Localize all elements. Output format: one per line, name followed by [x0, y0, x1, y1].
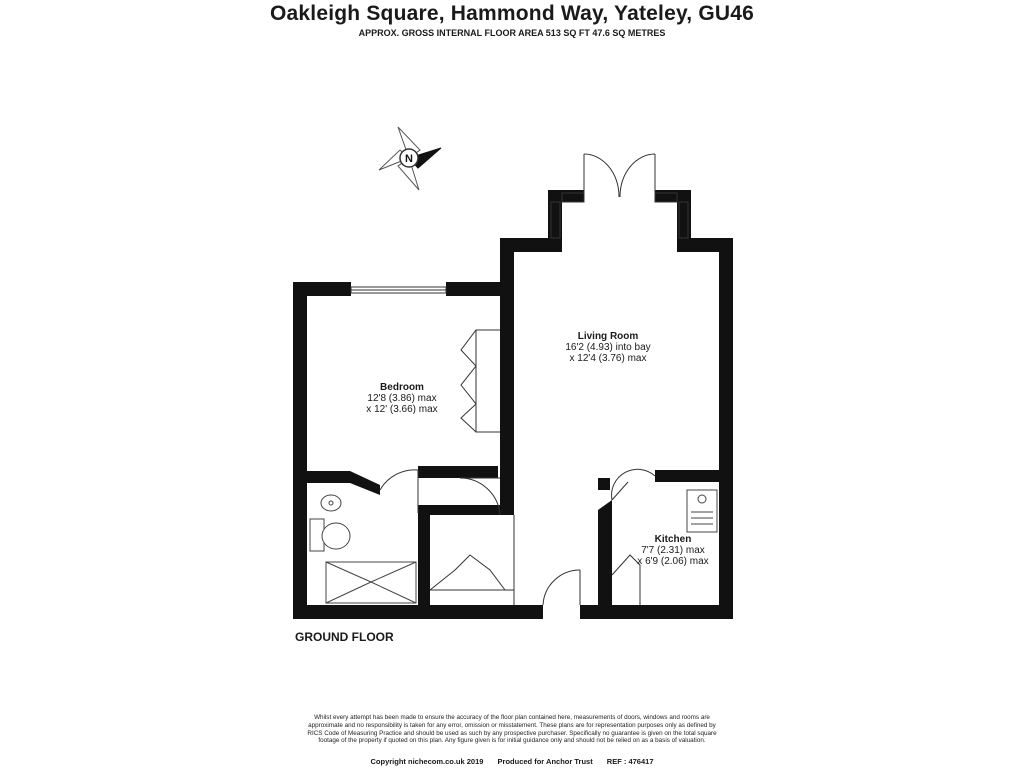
floor-label: GROUND FLOOR — [295, 630, 394, 644]
footer-ref: REF : 476417 — [606, 757, 654, 766]
living-room-dim2: x 12'4 (3.76) max — [569, 353, 647, 364]
kitchen-dim2: x 6'9 (2.06) max — [637, 556, 709, 567]
footer — [0, 757, 1024, 766]
disclaimer-text: Whilst every attempt has been made to ensure the accuracy of the floor plan contained here, measurements of doors, windows and rooms are approximate and no responsibility is taken for any error, omission or misstatement. These plans are for representation purposes only as defined by RICS Code of Measuring Practice and should be used as such by any prospective purchaser. Specifically no guarantee is given on the total square footage of the property if quoted on this plan. Any figure given is for initial guidance only and should not be relied on as a basis of valuation. — [307, 714, 717, 745]
kitchen-sink-icon — [687, 490, 717, 532]
living-room-dim1: 16'2 (4.93) into bay — [565, 342, 651, 353]
bedroom-name: Bedroom — [380, 382, 424, 393]
plan-title: Oakleigh Square, Hammond Way, Yateley, GU46 — [270, 2, 754, 25]
living-room-label — [548, 331, 668, 364]
bedroom-label — [342, 382, 462, 415]
footer-copyright: Copyright nichecom.co.uk 2019 — [370, 757, 484, 766]
kitchen-dim1: 7'7 (2.31) max — [641, 545, 705, 556]
kitchen-label — [620, 534, 726, 567]
bathroom-fixtures — [310, 495, 416, 603]
living-room-name: Living Room — [577, 331, 639, 342]
floor-area-subtitle: APPROX. GROSS INTERNAL FLOOR AREA 513 SQ FT 47.6 SQ METRES — [358, 28, 666, 38]
compass-icon — [379, 127, 441, 190]
compass-letter: N — [405, 153, 413, 165]
footer-produced: Produced for Anchor Trust — [497, 757, 593, 766]
bedroom-dim1: 12'8 (3.86) max — [367, 393, 437, 404]
toilet-icon — [322, 523, 350, 549]
kitchen-name: Kitchen — [654, 534, 692, 545]
bedroom-dim2: x 12' (3.66) max — [366, 404, 438, 415]
french-doors — [584, 154, 655, 197]
